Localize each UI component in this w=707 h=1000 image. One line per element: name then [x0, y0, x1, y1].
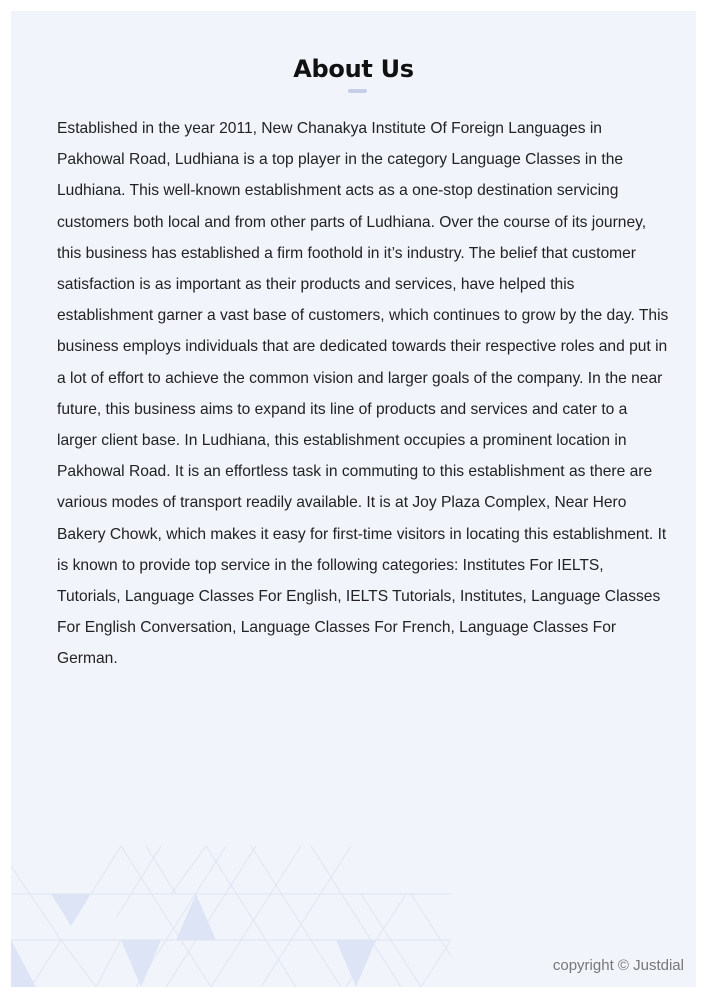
page-title: About Us [293, 55, 414, 83]
copyright-footer: copyright © Justdial [552, 957, 684, 974]
document-page [11, 11, 696, 987]
title-underline [348, 89, 367, 93]
about-paragraph: Established in the year 2011, New Chanakya Institute Of Foreign Languages in Pakhowal Road, Ludhiana is a top player in the category Language Classes in the Ludhiana. This well-known establishment acts as a one-stop destination servicing customers both local and from other parts of Ludhiana. Over the course of its journey, this business has established a firm foothold in it’s industry. The belief that customer satisfaction is as important as their products and services, have helped this establishment garner a vast base of customers, which continues to grow by the day. This business employs individuals that are dedicated towards their respective roles and put in a lot of effort to achieve the common vision and larger goals of the company. In the near future, this business aims to expand its line of products and services and cater to a larger client base. In Ludhiana, this establishment occupies a prominent location in Pakhowal Road. It is an effortless task in commuting to this establishment as there are various modes of transport readily available. It is at Joy Plaza Complex, Near Hero Bakery Chowk, which makes it easy for first-time visitors in locating this establishment. It is known to provide top service in the following categories: Institutes For IELTS, Tutorials, Language Classes For English, IELTS Tutorials, Institutes, Language Classes For English Conversation, Language Classes For French, Language Classes For German. [57, 120, 669, 668]
triangle-pattern [11, 846, 451, 987]
